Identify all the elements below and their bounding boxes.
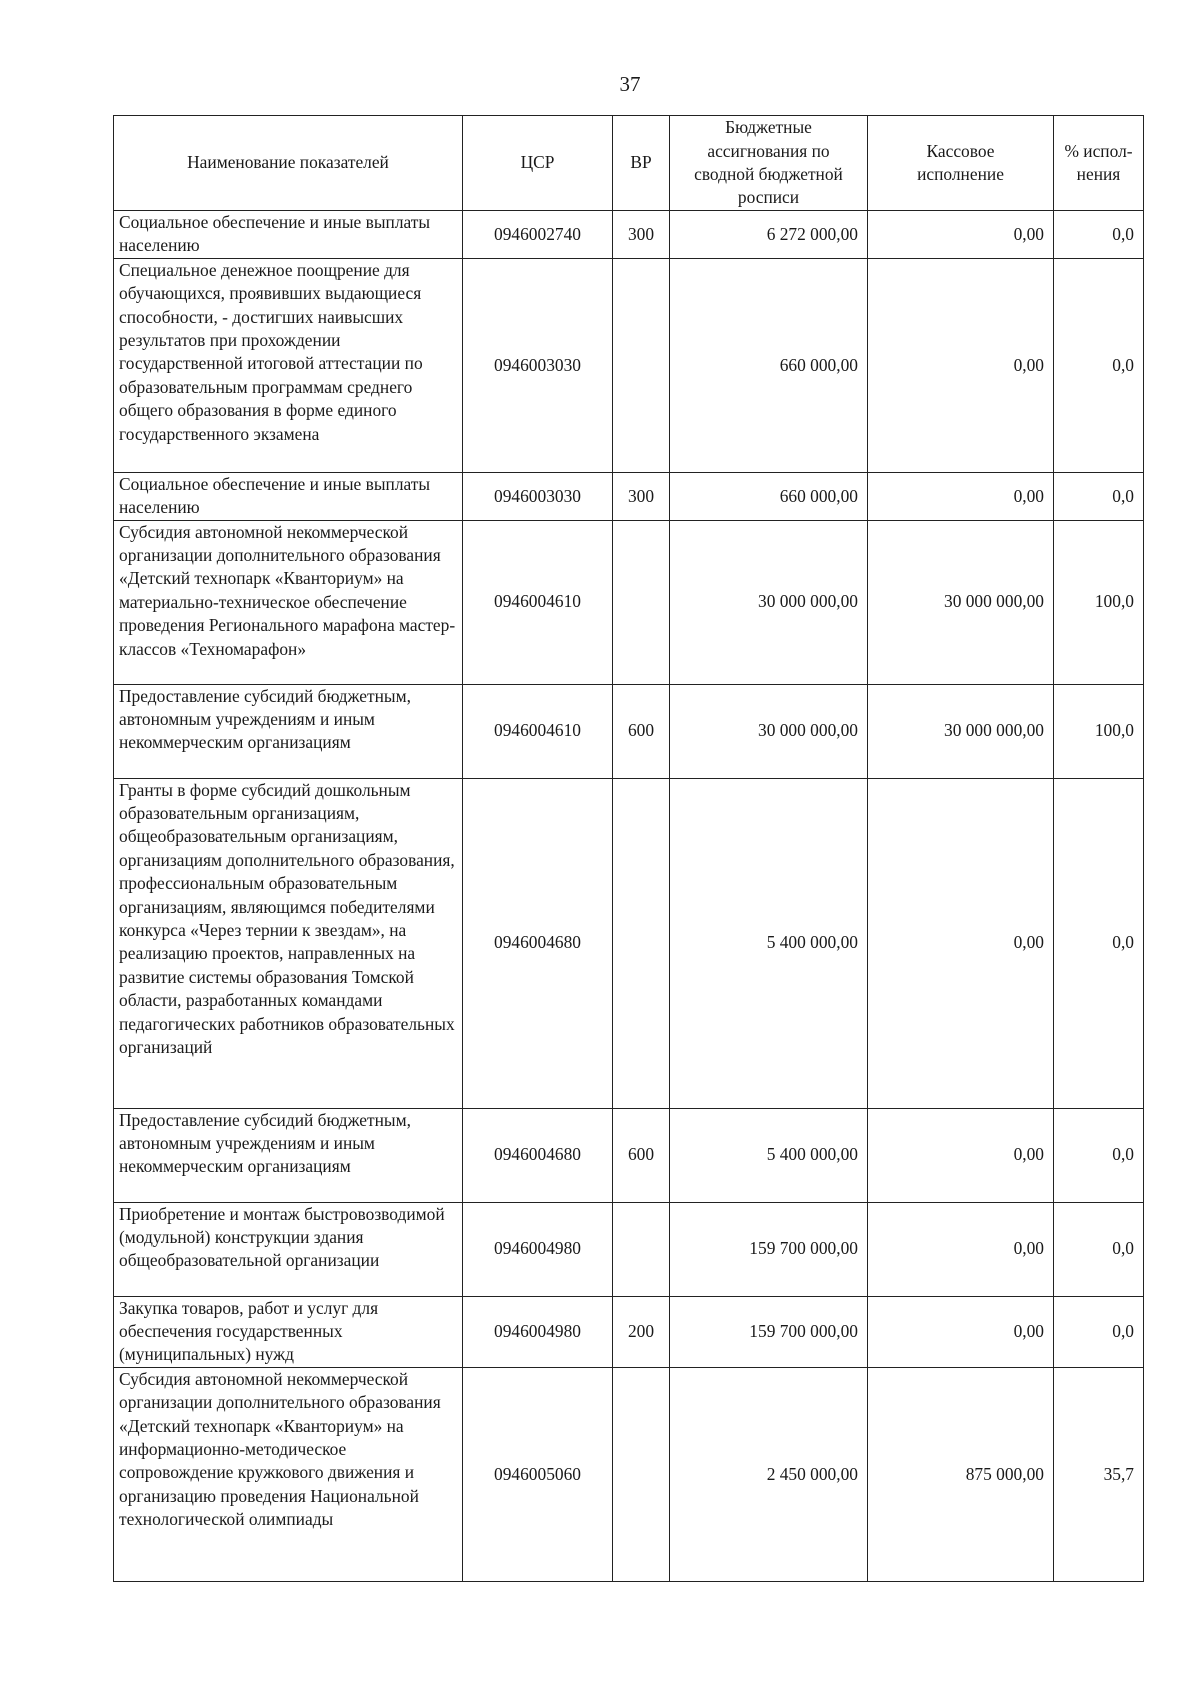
- row-vr-cell: [613, 1202, 670, 1296]
- row-vr-cell: [613, 778, 670, 1108]
- row-cash-cell: 0,00: [868, 1296, 1054, 1367]
- budget-execution-table: [113, 115, 1144, 1582]
- row-vr-cell: [613, 258, 670, 472]
- row-csr-cell: 0946003030: [463, 472, 613, 520]
- row-csr-cell: 0946004680: [463, 778, 613, 1108]
- header-name: Наименование показателей: [114, 116, 463, 211]
- table-row: [114, 1108, 1144, 1202]
- row-pct-cell: 0,0: [1054, 778, 1144, 1108]
- row-pct-cell: 100,0: [1054, 684, 1144, 778]
- row-csr-cell: 0946004680: [463, 1108, 613, 1202]
- row-vr-cell: 300: [613, 211, 670, 259]
- table-row: [114, 684, 1144, 778]
- row-budget-cell: 660 000,00: [670, 472, 868, 520]
- row-vr-cell: 300: [613, 472, 670, 520]
- row-budget-cell: 6 272 000,00: [670, 211, 868, 259]
- table-row: [114, 1296, 1144, 1367]
- row-csr-cell: 0946004980: [463, 1202, 613, 1296]
- header-pct: % испол-нения: [1054, 116, 1144, 211]
- table-row: [114, 1367, 1144, 1581]
- row-budget-cell: 660 000,00: [670, 258, 868, 472]
- row-budget-cell: 5 400 000,00: [670, 1108, 868, 1202]
- row-budget-cell: 5 400 000,00: [670, 778, 868, 1108]
- row-name-cell: Субсидия автономной некоммерческой организации дополнительного образования «Детский технопарк «Кванториум» на материально-техническое обеспечение проведения Регионального марафона мастер-классов «Техномарафон»: [114, 520, 463, 684]
- row-csr-cell: 0946003030: [463, 258, 613, 472]
- row-pct-cell: 0,0: [1054, 258, 1144, 472]
- row-cash-cell: 0,00: [868, 778, 1054, 1108]
- row-name-cell: Предоставление субсидий бюджетным, автономным учреждениям и иным некоммерческим организациям: [114, 684, 463, 778]
- row-vr-cell: [613, 1367, 670, 1581]
- row-cash-cell: 0,00: [868, 1108, 1054, 1202]
- row-name-cell: Субсидия автономной некоммерческой организации дополнительного образования «Детский технопарк «Кванториум» на информационно-методическое сопровождение кружкового движения и организацию проведения Национальной технологической олимпиады: [114, 1367, 463, 1581]
- row-pct-cell: 0,0: [1054, 211, 1144, 259]
- row-name-cell: Закупка товаров, работ и услуг для обеспечения государственных (муниципальных) нужд: [114, 1296, 463, 1367]
- row-name-cell: Предоставление субсидий бюджетным, автономным учреждениям и иным некоммерческим организациям: [114, 1108, 463, 1202]
- row-cash-cell: 0,00: [868, 211, 1054, 259]
- table-row: [114, 1202, 1144, 1296]
- row-budget-cell: 30 000 000,00: [670, 520, 868, 684]
- row-cash-cell: 30 000 000,00: [868, 520, 1054, 684]
- row-pct-cell: 0,0: [1054, 1202, 1144, 1296]
- row-cash-cell: 0,00: [868, 472, 1054, 520]
- page-number: 37: [619, 72, 641, 96]
- table-row: [114, 778, 1144, 1108]
- row-csr-cell: 0946004610: [463, 684, 613, 778]
- row-name-cell: Гранты в форме субсидий дошкольным образовательным организациям, общеобразовательным организациям, организациям дополнительного образования, профессиональным образовательным организациям, являющимся победителями конкурса «Через тернии к звездам», на реализацию проектов, направленных на развитие системы образования Томской области, разработанных командами педагогических работников образовательных организаций: [114, 778, 463, 1108]
- table-row: [114, 472, 1144, 520]
- row-name-cell: Социальное обеспечение и иные выплаты населению: [114, 211, 463, 259]
- table-row: [114, 211, 1144, 259]
- row-name-cell: Приобретение и монтаж быстровозводимой (модульной) конструкции здания общеобразовательной организации: [114, 1202, 463, 1296]
- header-cash: Кассовое исполнение: [868, 116, 1054, 211]
- row-vr-cell: 600: [613, 684, 670, 778]
- row-vr-cell: 600: [613, 1108, 670, 1202]
- header-vr: ВР: [613, 116, 670, 211]
- row-pct-cell: 0,0: [1054, 1108, 1144, 1202]
- row-csr-cell: 0946004610: [463, 520, 613, 684]
- row-cash-cell: 30 000 000,00: [868, 684, 1054, 778]
- row-budget-cell: 30 000 000,00: [670, 684, 868, 778]
- row-budget-cell: 159 700 000,00: [670, 1296, 868, 1367]
- row-cash-cell: 0,00: [868, 258, 1054, 472]
- row-cash-cell: 0,00: [868, 1202, 1054, 1296]
- row-pct-cell: 35,7: [1054, 1367, 1144, 1581]
- header-csr: ЦСР: [463, 116, 613, 211]
- row-csr-cell: 0946005060: [463, 1367, 613, 1581]
- row-csr-cell: 0946002740: [463, 211, 613, 259]
- row-cash-cell: 875 000,00: [868, 1367, 1054, 1581]
- row-name-cell: Специальное денежное поощрение для обучающихся, проявивших выдающиеся способности, - достигших наивысших результатов при прохождении государственной итоговой аттестации по образовательным программам среднего общего образования в форме единого государственного экзамена: [114, 258, 463, 472]
- row-pct-cell: 100,0: [1054, 520, 1144, 684]
- row-budget-cell: 2 450 000,00: [670, 1367, 868, 1581]
- table-row: [114, 258, 1144, 472]
- table-header-row: [114, 116, 1144, 211]
- row-pct-cell: 0,0: [1054, 472, 1144, 520]
- header-budget: Бюджетные ассигнования по сводной бюджетной росписи: [670, 116, 868, 211]
- row-pct-cell: 0,0: [1054, 1296, 1144, 1367]
- row-vr-cell: 200: [613, 1296, 670, 1367]
- row-name-cell: Социальное обеспечение и иные выплаты населению: [114, 472, 463, 520]
- row-budget-cell: 159 700 000,00: [670, 1202, 868, 1296]
- row-csr-cell: 0946004980: [463, 1296, 613, 1367]
- row-vr-cell: [613, 520, 670, 684]
- table-row: [114, 520, 1144, 684]
